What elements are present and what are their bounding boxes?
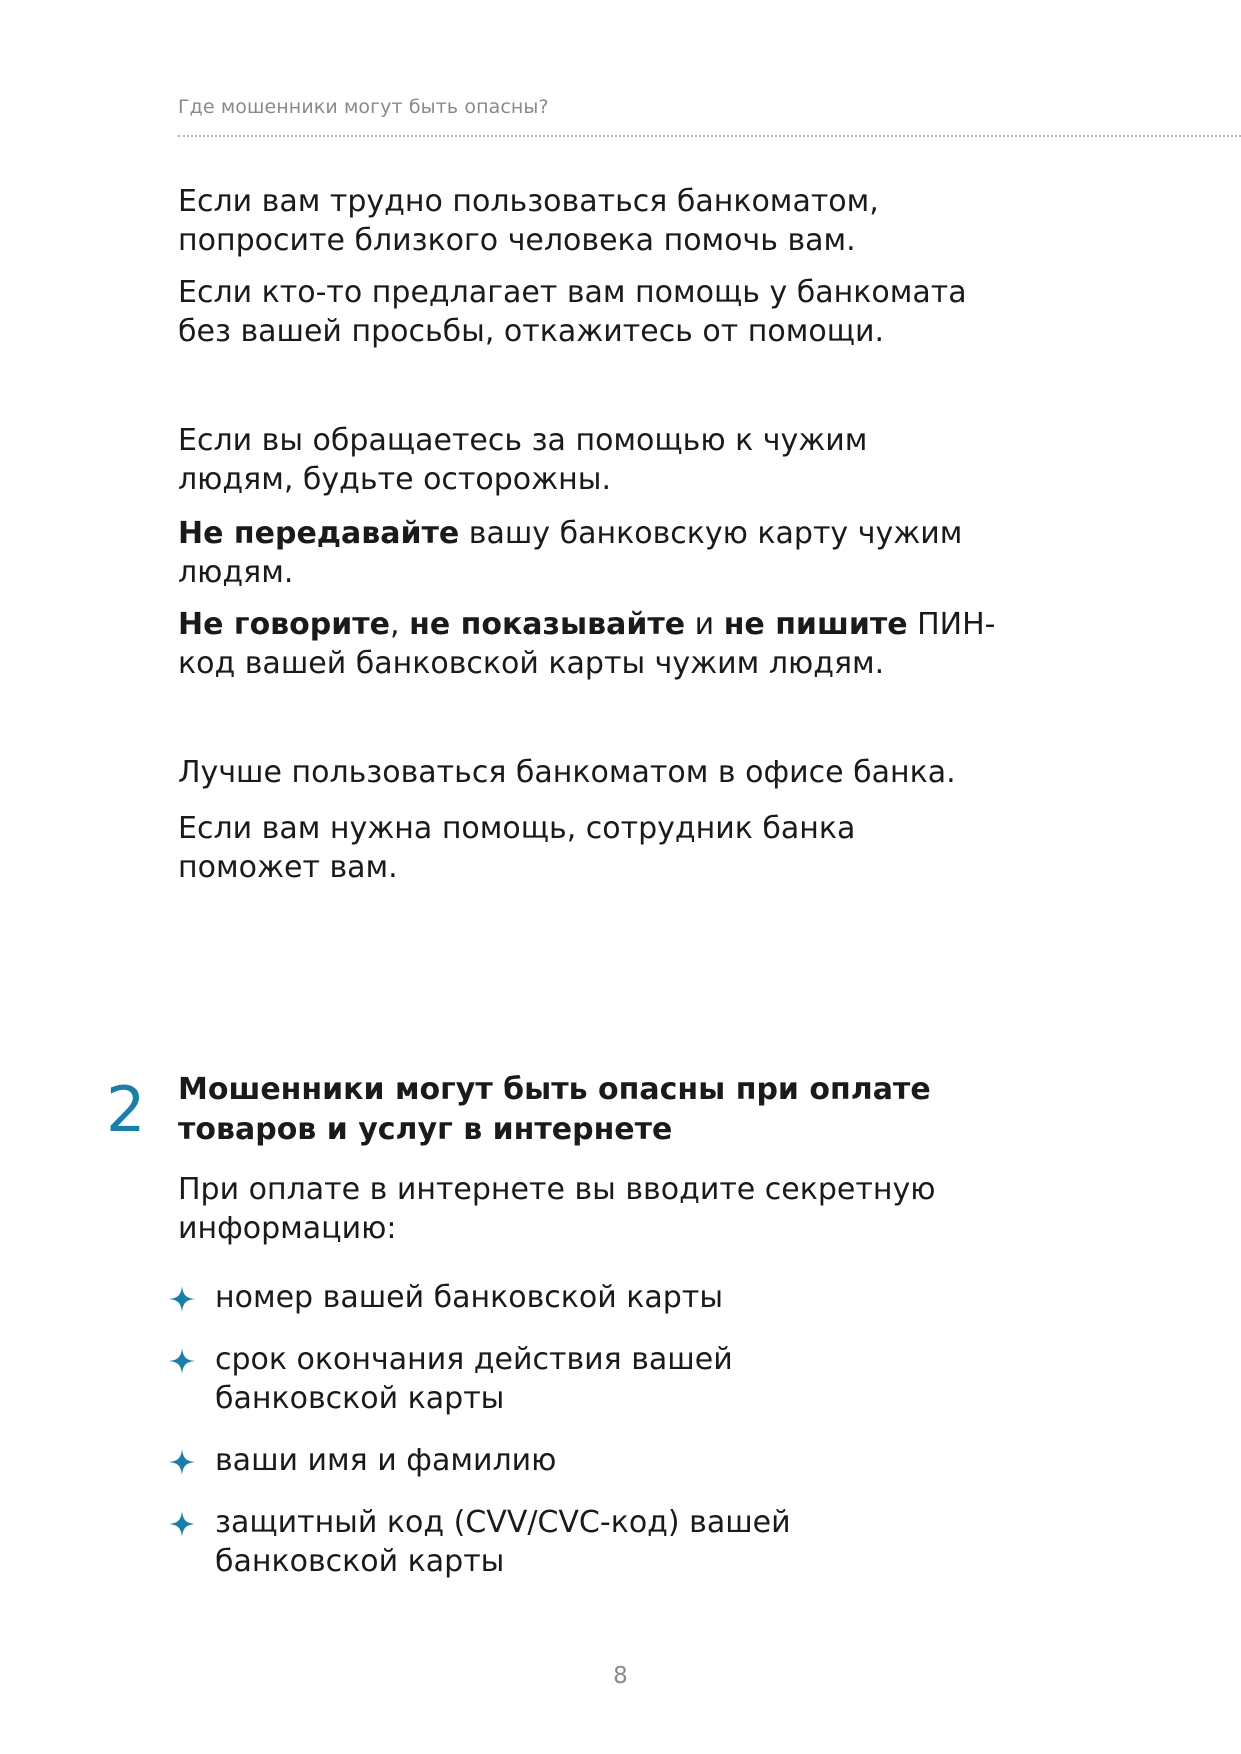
paragraph-line: Если вам нужна помощь, сотрудник банка	[178, 811, 856, 846]
list-item-text	[215, 1441, 556, 1480]
section-title-line: Мошенники могут быть опасны при оплате	[178, 1072, 931, 1107]
four-point-star-icon	[168, 1510, 196, 1538]
paragraph-text: ,	[390, 607, 410, 642]
list-item-line: срок окончания действия вашей	[215, 1342, 733, 1377]
paragraph-line: информацию:	[178, 1211, 397, 1246]
list-item-line: банковской карты	[215, 1381, 505, 1416]
paragraph-line: людям, будьте осторожны.	[178, 462, 612, 497]
paragraph-pin-secret	[178, 605, 1098, 683]
paragraph-line: код вашей банковской карты чужим людям.	[178, 646, 885, 681]
paragraph-line: поможет вам.	[178, 850, 398, 885]
list-item-text	[215, 1503, 791, 1581]
paragraph-line: Если кто-то предлагает вам помощь у банкомата	[178, 275, 967, 310]
paragraph-line: Если вы обращаетесь за помощью к чужим	[178, 423, 868, 458]
paragraph-line: Лучше пользоваться банкоматом в офисе банка.	[178, 755, 956, 790]
emphasis-text: Не говорите	[178, 607, 391, 642]
paragraph-text: вашу банковскую карту чужим	[459, 516, 963, 551]
list-item-text	[215, 1340, 733, 1418]
paragraph-line: людям.	[178, 555, 294, 590]
paragraph-employee-help	[178, 809, 1098, 887]
paragraph-be-careful	[178, 421, 1098, 499]
section-title	[178, 1070, 931, 1150]
list-item-line: номер вашей банковской карты	[215, 1280, 724, 1315]
paragraph-line: без вашей просьбы, откажитесь от помощи.	[178, 314, 885, 349]
paragraph-text: и	[685, 607, 724, 642]
paragraph-line: Если вам трудно пользоваться банкоматом,	[178, 184, 879, 219]
paragraph-text: ПИН-	[907, 607, 996, 642]
list-item-line: банковской карты	[215, 1544, 505, 1579]
page-number: 8	[613, 1663, 628, 1689]
emphasis-text: не пишите	[723, 607, 908, 642]
list-item-line: защитный код (CVV/CVC-код) вашей	[215, 1505, 791, 1540]
paragraph-bank-office	[178, 753, 1098, 792]
paragraph-line: При оплате в интернете вы вводите секретную	[178, 1172, 936, 1207]
paragraph-atm-difficulty	[178, 182, 1098, 260]
four-point-star-icon	[168, 1448, 196, 1476]
paragraph-line: попросите близкого человека помочь вам.	[178, 223, 856, 258]
paragraph-dont-give-card	[178, 514, 1098, 592]
header-divider	[178, 135, 1241, 137]
section-number: 2	[106, 1073, 146, 1146]
emphasis-text: Не передавайте	[178, 516, 460, 551]
paragraph-refuse-help	[178, 273, 1098, 351]
four-point-star-icon	[168, 1285, 196, 1313]
running-header: Где мошенники могут быть опасны?	[178, 96, 549, 118]
four-point-star-icon	[168, 1347, 196, 1375]
section-title-line: товаров и услуг в интернете	[178, 1112, 673, 1147]
emphasis-text: не показывайте	[409, 607, 686, 642]
list-item-line: ваши имя и фамилию	[215, 1443, 557, 1478]
section-intro	[178, 1170, 1098, 1248]
list-item-text	[215, 1278, 723, 1317]
